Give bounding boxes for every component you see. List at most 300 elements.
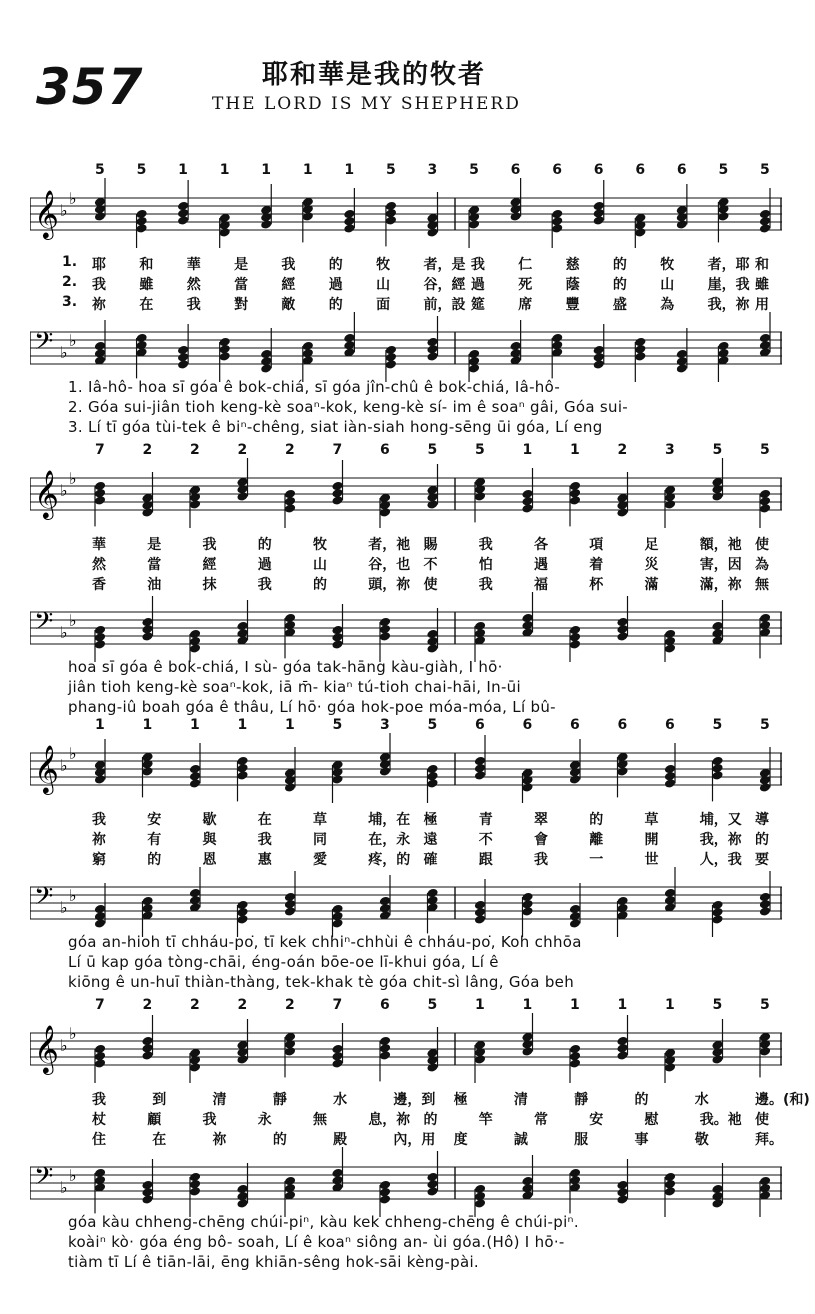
verse-number: 1. [62, 254, 78, 270]
treble-staff-svg [30, 178, 782, 248]
romanized-lyric-line: góa kàu chheng-chēng chúi-piⁿ, kàu kek chheng-chēng ê chúi-piⁿ. [68, 1213, 579, 1231]
lyric-char: 杯 [589, 577, 604, 593]
lyric-char: 會 [534, 832, 548, 848]
lyric-char: 當 [234, 277, 249, 293]
chord-note [260, 328, 272, 374]
jianpu-digit: 1 [237, 717, 248, 733]
flat-icon: ♭ [69, 1166, 77, 1185]
lyric-char: 清 [513, 1092, 528, 1108]
lyric-char: 福 [534, 577, 548, 593]
bass-staff [30, 1147, 782, 1217]
treble-staff [30, 1013, 782, 1083]
lyric-char: 是 [234, 257, 249, 273]
lyric-char: 牧 [376, 257, 391, 273]
lyric-char: 不 [423, 557, 438, 573]
lyric-char: 安 [589, 1112, 604, 1128]
jianpu-digit: 2 [190, 442, 200, 458]
lyric-char: 事 [634, 1132, 649, 1148]
chord-note [759, 871, 771, 917]
lyric-char: 的 [328, 257, 343, 273]
lyric-char: 者，祂 [368, 537, 411, 553]
chord-note [331, 1023, 343, 1069]
chord-note [141, 896, 153, 937]
lyric-char: 我 [202, 1112, 217, 1128]
lyric-char: 的 [257, 537, 272, 553]
bass-staff-svg [30, 312, 782, 382]
chord-note [302, 197, 314, 243]
lyric-char: 項 [589, 537, 604, 553]
lyric-char: 翠 [534, 812, 548, 828]
chord-note [379, 1180, 391, 1217]
lyric-char: 極 [453, 1092, 468, 1108]
lyric-char: 導 [755, 812, 769, 828]
romanized-lyric-line: 1. Iâ-hô- hoa sī góa ê bok-chiá, sī góa jîn-chû ê bok-chiá, Iâ-hô- [68, 378, 561, 396]
jianpu-digit: 7 [95, 997, 105, 1013]
lyric-char: 的 [313, 577, 327, 593]
chord-note [379, 617, 391, 662]
flat-icon: ♭ [69, 1024, 77, 1043]
lyric-char: 內，用 [393, 1132, 436, 1148]
treble-staff [30, 458, 782, 528]
jianpu-digit: 2 [237, 442, 248, 458]
lyric-char: 服 [574, 1132, 589, 1148]
jianpu-digit: 5 [475, 442, 485, 458]
romanized-lyric-line: tiàm tī Lí ê tiān-lāi, ēng khiān-sêng hok-sāi kèng-pài. [68, 1253, 479, 1271]
chord-note [426, 1027, 438, 1073]
lyric-char: 對 [234, 297, 249, 313]
romanized-lyric-line: jiân tioh keng-kè soaⁿ-kok, iā m̄- kiaⁿ tú-tioh chai-hāi, In-ūi [68, 678, 521, 696]
lyric-char: 者，耶 [707, 257, 750, 273]
lyric-char: 筵 [470, 297, 485, 313]
chord-note [474, 1040, 486, 1083]
lyric-char: 我，祢 [699, 832, 742, 848]
chord-note [676, 184, 688, 230]
jianpu-digit: 2 [285, 442, 295, 458]
lyric-char: 過 [470, 277, 485, 293]
title-english: THE LORD IS MY SHEPHERD [212, 94, 521, 114]
chord-note [385, 345, 397, 382]
jianpu-digit: 6 [593, 162, 604, 178]
chord-note [711, 1163, 723, 1209]
romanized-lyric-line: góa an-hioh tī chháu-po͘, tī kek chhiⁿ-chhùi ê chháu-po͘, Koh chhōa [68, 933, 582, 951]
lyric-char: 遇 [534, 557, 548, 573]
romanized-lyric-line: 2. Góa sui-jiân tioh keng-kè soaⁿ-kok, keng-kè sí- im ê soaⁿ gâi, Góa sui- [68, 398, 629, 416]
jianpu-digit: 5 [427, 442, 438, 458]
lyric-char: 牧 [660, 257, 675, 273]
chord-note [664, 867, 676, 913]
treble-clef-icon: 𝄞 [34, 469, 59, 518]
lyric-char: 是 [147, 537, 162, 553]
jianpu-digit: 2 [190, 997, 200, 1013]
jianpu-digit: 1 [219, 162, 230, 178]
chord-note [331, 904, 343, 937]
chord-note [711, 600, 723, 646]
lyric-char: 邊。(和) [755, 1092, 810, 1108]
chord-note [759, 1032, 771, 1078]
romanized-lyric-line: 3. Lí tī góa tùi-tek ê biⁿ-chêng, siat iàn-siah hong-sēng ūi góa, Lí eng [68, 418, 603, 436]
lyric-char: 然 [92, 557, 106, 573]
jianpu-digit: 6 [676, 162, 687, 178]
lyric-char: 我 [257, 577, 272, 593]
chord-note [717, 197, 729, 243]
chinese-lyric-line [0, 849, 815, 869]
lyric-char: 祢 [92, 297, 106, 313]
chinese-lyric-line [0, 809, 815, 829]
treble-clef-icon: 𝄞 [34, 744, 59, 793]
lyric-char: 賜 [423, 537, 438, 553]
flat-icon: ♭ [69, 331, 77, 350]
lyric-char: 席 [518, 297, 533, 313]
jianpu-digit: 5 [712, 717, 723, 733]
lyric-char: 華 [186, 257, 201, 273]
chord-note [521, 1013, 533, 1057]
chord-note [331, 460, 343, 506]
jianpu-digit: 1 [522, 442, 533, 458]
chord-note [236, 458, 248, 502]
chord-note [569, 883, 581, 929]
chord-note [385, 201, 397, 247]
chord-note [569, 739, 581, 785]
chord-note [521, 892, 533, 937]
lyric-char: 死 [518, 277, 533, 293]
jianpu-digit: 7 [332, 442, 343, 458]
lyric-char: 清 [212, 1092, 227, 1108]
flat-icon: ♭ [69, 469, 77, 488]
chord-note [759, 489, 771, 528]
lyric-char: 我 [534, 852, 548, 868]
lyric-char: 在，永 [368, 832, 411, 848]
lyric-char: 我 [470, 257, 485, 273]
chord-note [284, 747, 296, 793]
chord-note [141, 1159, 153, 1205]
lyric-char: 離 [589, 832, 604, 848]
jianpu-digit: 2 [142, 442, 153, 458]
lyric-char: 度 [453, 1132, 468, 1148]
chord-note [569, 1044, 581, 1083]
lyric-char: 我。祂 [699, 1112, 742, 1128]
lyric-char: 前，設 [423, 297, 466, 313]
lyric-char: 常 [534, 1112, 548, 1128]
jianpu-digit: 1 [302, 162, 313, 178]
bass-staff [30, 312, 782, 382]
chord-note [521, 1155, 533, 1201]
chord-note [759, 312, 771, 358]
flat-icon: ♭ [60, 623, 68, 642]
lyric-char: 雖 [755, 277, 769, 293]
jianpu-digit: 1 [285, 717, 295, 733]
chord-note [426, 192, 438, 238]
lyric-char: 的 [612, 277, 627, 293]
lyric-char: 慈 [565, 257, 580, 273]
lyric-char: 的 [589, 812, 604, 828]
treble-staff [30, 178, 782, 248]
chord-note [94, 625, 106, 662]
lyric-char: 足 [644, 537, 659, 553]
lyric-char: 滿 [644, 577, 659, 593]
chord-note [343, 312, 355, 358]
lyric-char: 惠 [257, 852, 272, 868]
lyric-char: 跟 [478, 852, 493, 868]
chord-note [331, 760, 343, 803]
jianpu-digit: 5 [712, 442, 723, 458]
lyric-char: 我 [478, 537, 493, 553]
chord-note [260, 184, 272, 230]
chord-note [94, 1044, 106, 1083]
lyric-char: 經 [202, 557, 217, 573]
bass-clef-icon: 𝄢 [34, 1162, 54, 1197]
jianpu-digit: 7 [95, 442, 105, 458]
bass-clef-icon: 𝄢 [34, 607, 54, 642]
bass-staff [30, 592, 782, 662]
chord-note [759, 1176, 771, 1217]
chord-note [711, 900, 723, 937]
chord-note [189, 867, 201, 913]
chord-note [759, 747, 771, 793]
chord-note [135, 209, 147, 248]
romanized-lyric-line: koàiⁿ kò· góa éng bô- soah, Lí ê koaⁿ siông an- ùi góa.(Hô) I hō·- [68, 1233, 565, 1251]
chord-note [468, 349, 480, 382]
lyric-char: 靜 [574, 1092, 589, 1108]
flat-icon: ♭ [60, 756, 68, 775]
jianpu-digit: 5 [760, 997, 770, 1013]
chord-note [521, 592, 533, 638]
jianpu-digit: 1 [95, 717, 105, 733]
jianpu-digit: 6 [380, 997, 390, 1013]
bass-staff [30, 867, 782, 937]
lyric-char: 我 [186, 297, 201, 313]
lyric-char: 華 [92, 537, 106, 553]
verse-number: 2. [62, 274, 78, 290]
jianpu-digit: 6 [510, 162, 521, 178]
jianpu-digit: 5 [712, 997, 723, 1013]
lyric-char: 埔，在 [368, 812, 411, 828]
lyric-char: 到 [152, 1092, 167, 1108]
chord-note [94, 739, 106, 785]
chord-note [474, 879, 486, 925]
lyric-char: 的 [147, 852, 162, 868]
lyric-char: 杖 [92, 1112, 106, 1128]
lyric-char: 歇 [202, 812, 217, 828]
lyric-char: 水 [333, 1092, 348, 1108]
chord-note [664, 743, 676, 789]
bass-clef-icon: 𝄢 [34, 882, 54, 917]
lyric-char: 誠 [513, 1132, 528, 1148]
lyric-char: 害，因 [699, 557, 742, 573]
lyric-char: 安 [147, 812, 162, 828]
lyric-char: 一 [589, 852, 604, 868]
lyric-char: 面 [376, 297, 391, 313]
lyric-char: 使 [755, 1112, 769, 1128]
lyric-char: 蔭 [565, 277, 580, 293]
lyric-char: 我 [92, 812, 106, 828]
flat-icon: ♭ [60, 1036, 68, 1055]
chord-note [94, 178, 106, 222]
jianpu-digit: 1 [178, 162, 188, 178]
chord-note [141, 1015, 153, 1061]
chord-note [426, 1151, 438, 1197]
lyric-char: 息，祢 [368, 1112, 411, 1128]
chord-note [343, 188, 355, 234]
jianpu-digit: 1 [190, 717, 200, 733]
bass-staff-svg [30, 867, 782, 937]
lyric-char: 當 [147, 557, 162, 573]
chord-note [759, 188, 771, 234]
lyric-char: 開 [644, 832, 659, 848]
chinese-lyric-line [0, 534, 815, 554]
lyric-char: 與 [202, 832, 217, 848]
lyric-char: 敵 [281, 297, 296, 313]
jianpu-digit: 5 [469, 162, 479, 178]
lyric-char: 殿 [333, 1132, 348, 1148]
chord-note [474, 477, 486, 523]
jianpu-digit: 5 [760, 717, 770, 733]
chord-note [189, 485, 201, 528]
lyric-char: 在 [152, 1132, 167, 1148]
jianpu-digit: 2 [285, 997, 295, 1013]
jianpu-digit: 5 [136, 162, 147, 178]
jianpu-digit: 5 [760, 162, 770, 178]
lyric-char: 顧 [147, 1112, 162, 1128]
lyric-char: 我 [92, 277, 106, 293]
lyric-char: 竿 [478, 1112, 493, 1128]
lyric-char: 額，祂 [699, 537, 742, 553]
lyric-char: 人，我 [699, 852, 742, 868]
chord-note [616, 596, 628, 642]
jianpu-digit: 3 [427, 162, 438, 178]
chinese-lyric-line [0, 1089, 815, 1109]
jianpu-digit: 1 [570, 442, 580, 458]
chord-note [141, 596, 153, 642]
lyric-char: 崖，我 [707, 277, 750, 293]
chinese-lyric-line [0, 294, 815, 314]
chord-note [236, 600, 248, 646]
chord-note [616, 1159, 628, 1205]
jianpu-digit: 5 [385, 162, 396, 178]
lyric-char: 我 [281, 257, 296, 273]
chord-note [474, 621, 486, 662]
lyric-char: 山 [313, 557, 327, 573]
jianpu-digit: 6 [475, 717, 485, 733]
chord-note [426, 764, 438, 803]
jianpu-digit: 3 [380, 717, 390, 733]
chord-note [676, 328, 688, 374]
lyric-char: 有 [147, 832, 162, 848]
lyric-char: 敬 [694, 1132, 709, 1148]
chord-note [717, 341, 729, 382]
lyric-char: 無 [755, 577, 769, 593]
lyric-char: 住 [92, 1132, 106, 1148]
chord-note [379, 1036, 391, 1082]
lyric-char: 雖 [139, 277, 154, 293]
lyric-char: 我 [478, 577, 493, 593]
chord-note [616, 1015, 628, 1061]
jianpu-digit: 3 [665, 442, 675, 458]
lyric-char: 的 [423, 1112, 438, 1128]
lyric-char: 祢 [212, 1132, 227, 1148]
chord-note [189, 629, 201, 662]
lyric-char: 我 [202, 537, 217, 553]
flat-icon: ♭ [60, 481, 68, 500]
jianpu-digit: 1 [142, 717, 153, 733]
lyric-char: 無 [313, 1112, 327, 1128]
bass-staff-svg [30, 1147, 782, 1217]
lyric-char: 慰 [644, 1112, 659, 1128]
lyric-char: 油 [147, 577, 162, 593]
flat-icon: ♭ [69, 611, 77, 630]
chord-note [284, 489, 296, 528]
lyric-char: 的 [755, 832, 769, 848]
lyric-char: 極 [423, 812, 438, 828]
chord-note [284, 1176, 296, 1217]
lyric-char: 盛 [612, 297, 627, 313]
chinese-lyric-line [0, 554, 815, 574]
chord-note [189, 743, 201, 789]
lyric-char: 靜 [272, 1092, 287, 1108]
lyric-char: 祢 [92, 832, 106, 848]
chord-note [664, 485, 676, 528]
chord-note [711, 458, 723, 502]
lyric-char: 用 [755, 297, 769, 313]
jianpu-digit: 5 [427, 717, 438, 733]
chord-note [94, 481, 106, 527]
treble-staff-svg [30, 1013, 782, 1083]
lyric-char: 牧 [313, 537, 327, 553]
lyric-char: 然 [186, 277, 201, 293]
jianpu-digit: 6 [522, 717, 533, 733]
lyric-char: 為 [755, 557, 769, 573]
chord-note [141, 472, 153, 518]
chord-note [521, 468, 533, 514]
jianpu-digit: 6 [665, 717, 675, 733]
lyric-char: 的 [272, 1132, 287, 1148]
lyric-char: 使 [755, 537, 769, 553]
chord-note [177, 180, 189, 226]
lyric-char: 過 [328, 277, 343, 293]
jianpu-digit: 1 [665, 997, 675, 1013]
jianpu-digit: 1 [570, 997, 580, 1013]
romanized-lyric-line: hoa sī góa ê bok-chiá, I sù- góa tak-hāng kàu-giàh, I hō· [68, 658, 503, 676]
romanized-lyric-line: Lí ū kap góa tòng-chāi, éng-oán bōe-oe lī-khui góa, Lí ê [68, 953, 499, 971]
flat-icon: ♭ [69, 189, 77, 208]
lyric-char: 我 [257, 832, 272, 848]
lyric-char: 為 [660, 297, 675, 313]
bass-clef-icon: 𝄢 [34, 327, 54, 362]
treble-staff-svg [30, 458, 782, 528]
lyric-char: 愛 [313, 852, 327, 868]
treble-staff-svg [30, 733, 782, 803]
lyric-char: 在 [139, 297, 154, 313]
lyric-char: 的 [634, 1092, 649, 1108]
jianpu-digit: 2 [617, 442, 628, 458]
chord-note [219, 337, 231, 382]
chord-note [593, 180, 605, 226]
lyric-char: 的 [612, 257, 627, 273]
title-chinese: 耶和華是我的牧者 [262, 60, 487, 90]
lyric-char: 和 [139, 257, 154, 273]
lyric-char: 永 [257, 1112, 272, 1128]
jianpu-digit: 1 [261, 162, 271, 178]
chord-note [284, 1032, 296, 1078]
romanized-lyric-line: kiōng ê un-huī thiàn-thàng, tek-khak tè góa chit-sì lâng, Góa beh [68, 973, 575, 991]
lyric-char: 香 [92, 577, 106, 593]
lyric-char: 各 [534, 537, 548, 553]
chord-note [569, 481, 581, 527]
jianpu-digit: 1 [344, 162, 355, 178]
lyric-char: 的 [328, 297, 343, 313]
chord-note [284, 871, 296, 917]
lyric-char: 山 [660, 277, 675, 293]
jianpu-digit: 5 [95, 162, 105, 178]
